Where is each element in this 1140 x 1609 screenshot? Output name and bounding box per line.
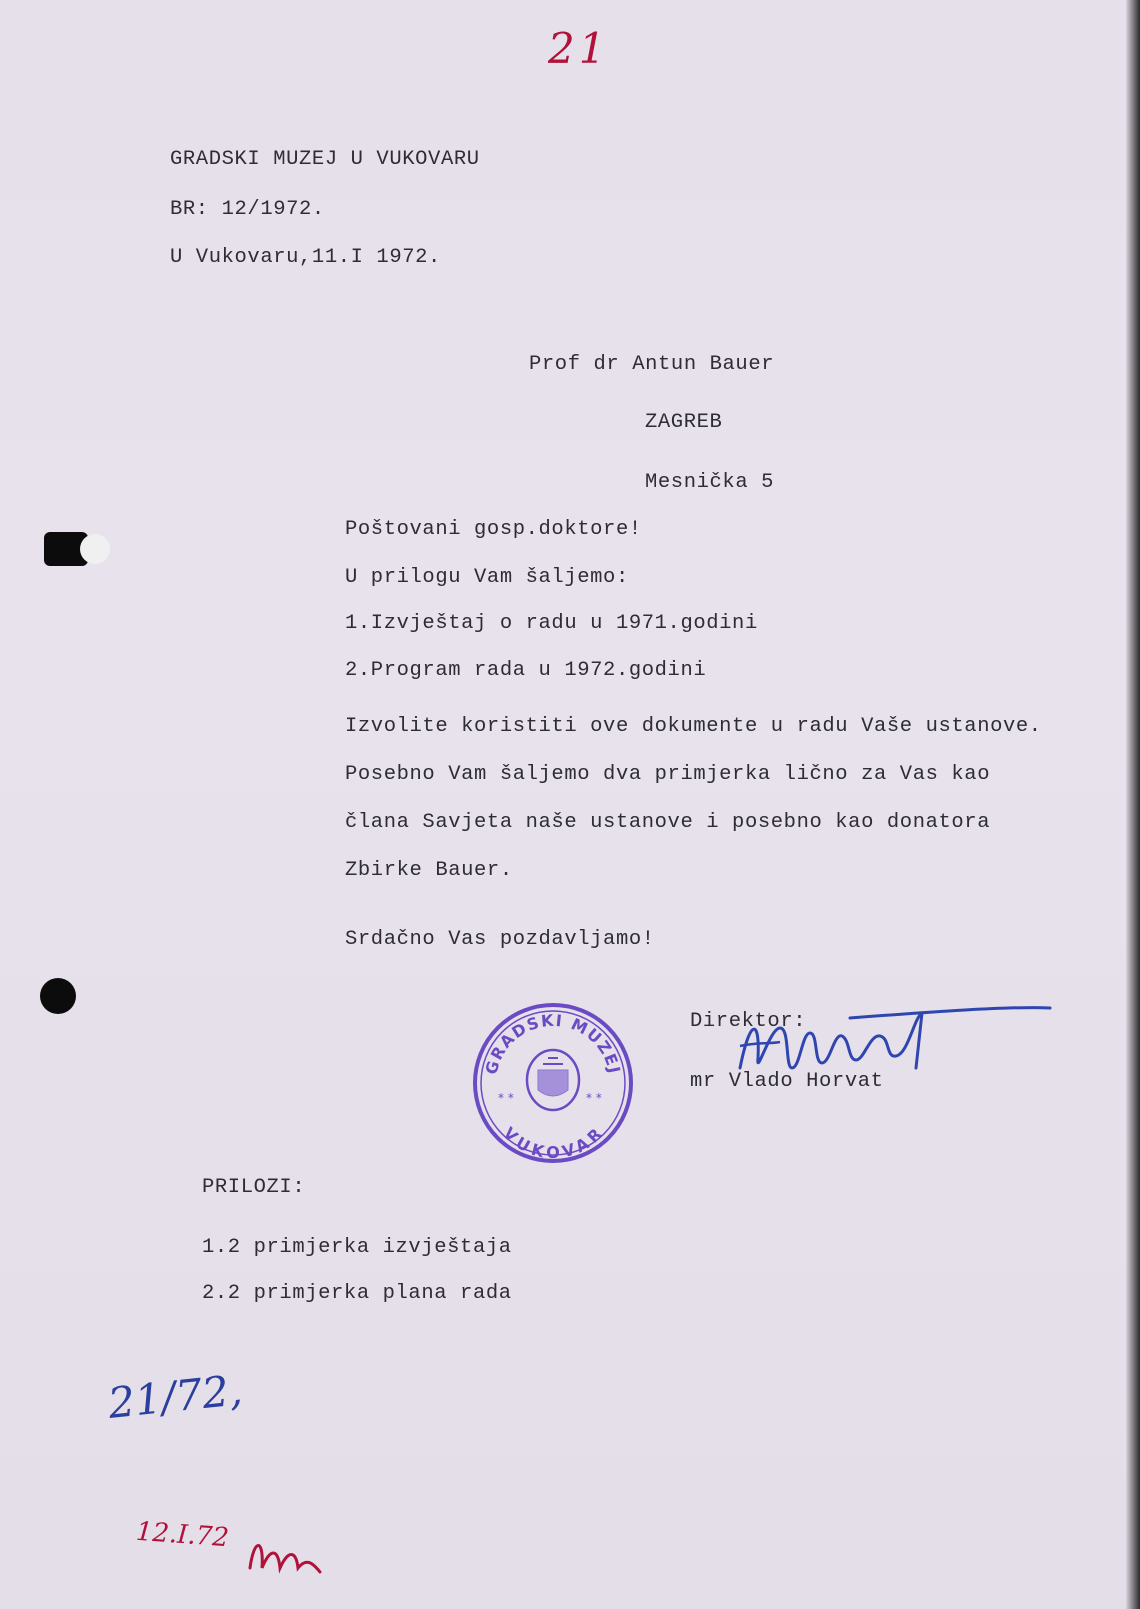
paragraph-line-4: Zbirke Bauer. xyxy=(345,859,513,882)
handwritten-page-number: 21 xyxy=(548,24,610,73)
salutation: Poštovani gosp.doktore! xyxy=(345,518,642,541)
svg-text:* *: * * xyxy=(498,1091,514,1105)
museum-stamp xyxy=(468,998,638,1168)
attachment-item-2: 2.2 primjerka plana rada xyxy=(202,1282,512,1305)
attachment-item-1: 1.2 primjerka izvještaja xyxy=(202,1236,512,1259)
institution-name: GRADSKI MUZEJ U VUKOVARU xyxy=(170,148,480,171)
reference-number: BR: 12/1972. xyxy=(170,198,325,221)
red-initials-scribble xyxy=(240,1528,330,1588)
enclosure-item-1: 1.Izvještaj o radu u 1971.godini xyxy=(345,612,758,635)
closing-line: Srdačno Vas pozdavljamo! xyxy=(345,928,655,951)
recipient-name: Prof dr Antun Bauer xyxy=(529,353,775,376)
svg-text:VUKOVAR xyxy=(499,1124,606,1163)
handwritten-blue-number: 21/72, xyxy=(105,1365,245,1428)
stamp-top-text: GRADSKI MUZEJ xyxy=(481,1010,625,1077)
intro-line: U prilogu Vam šaljemo: xyxy=(345,566,629,589)
recipient-city: ZAGREB xyxy=(645,411,723,434)
signature-name: mr Vlado Horvat xyxy=(690,1070,884,1093)
handwritten-signature xyxy=(730,998,1090,1088)
punch-hole-bottom xyxy=(40,978,76,1014)
attachments-heading: PRILOZI: xyxy=(202,1176,306,1199)
enclosure-item-2: 2.Program rada u 1972.godini xyxy=(345,659,707,682)
svg-text:* *: * * xyxy=(586,1091,602,1105)
stamp-bottom-text: VUKOVAR xyxy=(499,1123,607,1163)
signature-role: Direktor: xyxy=(690,1010,807,1033)
handwritten-red-note: 12.I.72 xyxy=(135,1516,230,1554)
punch-hole-tear xyxy=(80,534,110,564)
place-date: U Vukovaru,11.I 1972. xyxy=(170,246,441,269)
paragraph-line-3: člana Savjeta naše ustanove i posebno kao donatora xyxy=(345,811,991,834)
paragraph-line-2: Posebno Vam šaljemo dva primjerka lično za Vas kao xyxy=(345,763,991,786)
page-edge-shadow xyxy=(1126,0,1140,1609)
paragraph-line-1: Izvolite koristiti ove dokumente u radu Vaše ustanove. xyxy=(345,715,1042,738)
recipient-street: Mesnička 5 xyxy=(645,471,775,494)
